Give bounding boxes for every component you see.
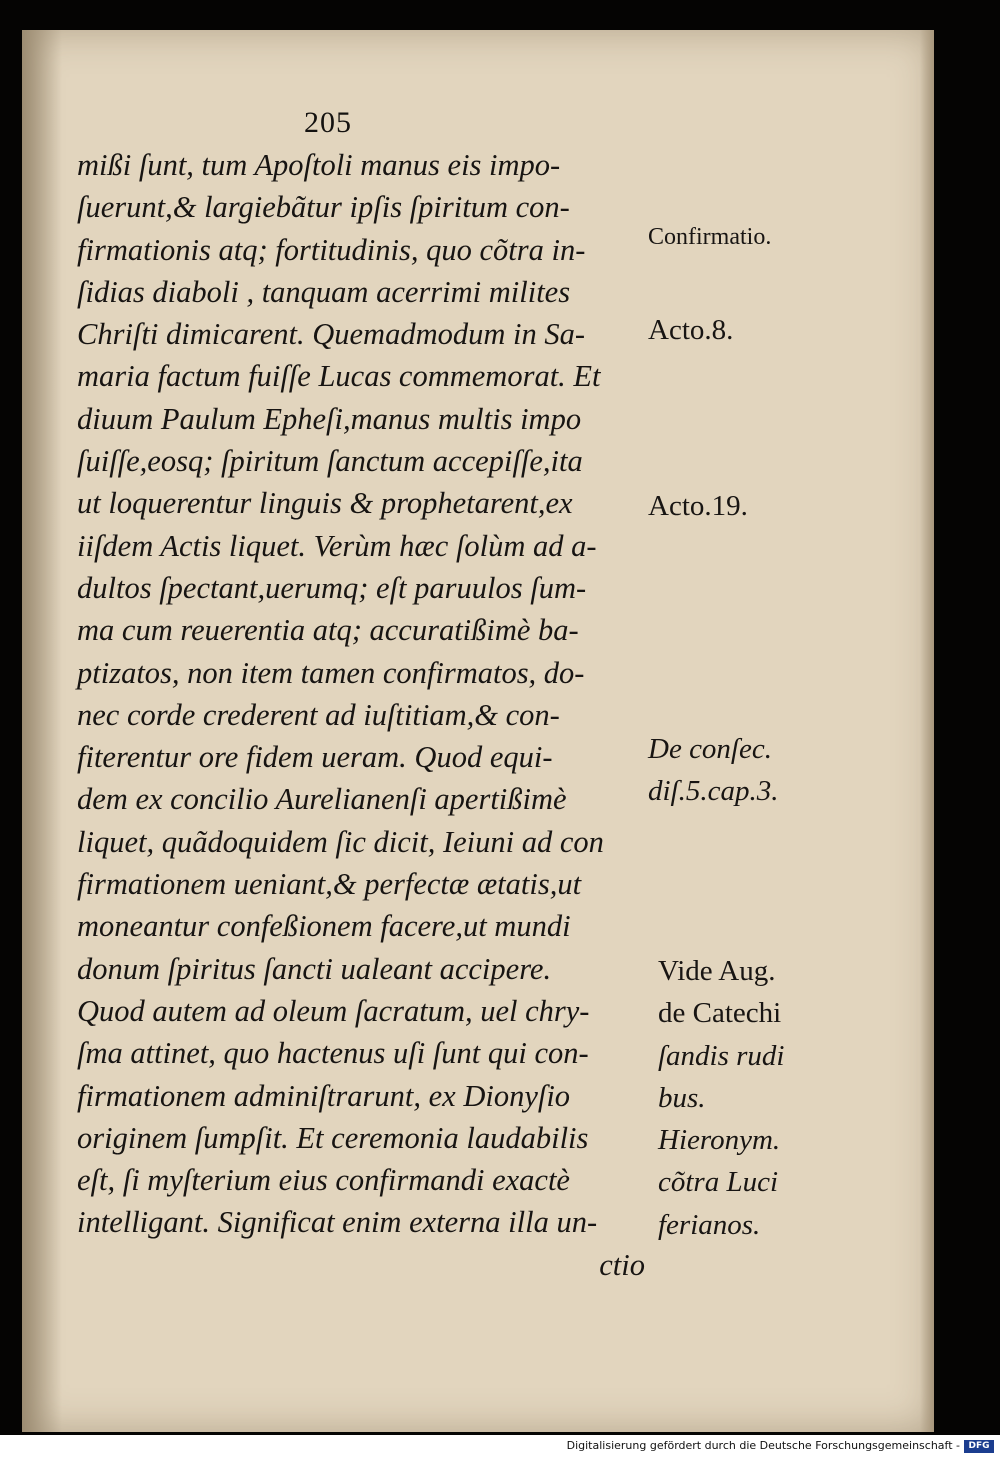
text-line: Chriſti dimicarent. Quemadmodum in Sa-: [77, 317, 586, 352]
text-line: fiterentur ore fidem ueram. Quod equi-: [77, 740, 553, 775]
page-edge-shadow: [920, 30, 934, 1432]
text-line: intelligant. Significat enim externa illa un-: [77, 1205, 598, 1240]
text-line: nec corde crederent ad iuſtitiam,& con-: [77, 697, 560, 732]
marginal-note-acto-19: Acto.19.: [648, 490, 748, 522]
catchword: ctio: [599, 1247, 645, 1282]
dfg-logo: DFG: [964, 1440, 994, 1453]
text-line: ſma attinet, quo hactenus uſi ſunt qui con-: [77, 1036, 589, 1071]
text-line: ma cum reuerentia atq; accuratißimè ba-: [77, 613, 579, 648]
text-line: ut loquerentur linguis & prophetarent,ex: [77, 486, 573, 521]
marginal-note-hieronym: [658, 1119, 780, 1246]
text-line: maria factum fuiſſe Lucas commemorat. Et: [77, 359, 601, 394]
marginal-line: cõtra Luci: [658, 1166, 779, 1199]
text-line: firmationem adminiſtrarunt, ex Dionyſio: [77, 1078, 571, 1113]
marginal-line: ferianos.: [658, 1208, 761, 1241]
text-line: originem ſumpſit. Et ceremonia laudabilis: [77, 1120, 589, 1155]
marginal-note-acto-8: Acto.8.: [648, 314, 734, 346]
text-line: iiſdem Actis liquet. Verùm hæc ſolùm ad a-: [77, 528, 597, 563]
marginal-note-confirmatio: Confirmatio.: [648, 224, 772, 250]
text-line: mißi ſunt, tum Apoſtoli manus eis impo-: [77, 148, 561, 182]
book-page: [22, 30, 934, 1432]
marginal-line: Vide Aug.: [658, 955, 776, 987]
text-line: dem ex concilio Aurelianenſi apertißimè: [77, 782, 567, 817]
page-gutter-shadow: [22, 30, 62, 1432]
footer-bar: [0, 1435, 1000, 1459]
footer-credit: Digitalisierung gefördert durch die Deutsche Forschungsgemeinschaft -: [566, 1439, 960, 1452]
marginal-note-de-consec: [648, 728, 779, 813]
page-number: 205: [304, 106, 352, 139]
text-line: ſuerunt,& largiebãtur ipſis ſpiritum con-: [77, 190, 570, 225]
text-line: firmationem ueniant,& perfectæ ætatis,ut: [77, 867, 582, 902]
text-line: donum ſpiritus ſancti ualeant accipere.: [77, 951, 552, 986]
text-line: ptizatos, non item tamen confirmatos, do-: [77, 655, 585, 690]
body-text: [77, 144, 657, 1286]
text-line: moneantur confeßionem facere,ut mundi: [77, 909, 571, 944]
marginal-line: De conſec.: [648, 733, 772, 765]
marginal-line: bus.: [658, 1081, 706, 1114]
text-line: dultos ſpectant,uerumq; eſt paruulos ſum-: [77, 570, 587, 605]
text-line: ſuiſſe,eosq; ſpiritum ſanctum accepiſſe,ita: [77, 444, 583, 479]
marginal-line: Hieronym.: [658, 1124, 781, 1156]
marginal-line: ſandis rudi: [658, 1039, 785, 1072]
marginal-line: diſ.5.cap.3.: [648, 775, 779, 808]
text-line: eſt, ſi myſterium eius confirmandi exactè: [77, 1163, 570, 1198]
marginal-note-vide-aug: [658, 950, 785, 1119]
text-line: firmationis atq; fortitudinis, quo cõtra in-: [77, 232, 586, 267]
text-line: ſidias diaboli , tanquam acerrimi milites: [77, 274, 571, 309]
text-line: liquet, quãdoquidem ſic dicit, Ieiuni ad con: [77, 824, 604, 859]
marginal-line: de Catechi: [658, 997, 782, 1030]
text-line: diuum Paulum Epheſi,manus multis impo: [77, 401, 582, 436]
text-line: Quod autem ad oleum ſacratum, uel chry-: [77, 993, 590, 1028]
